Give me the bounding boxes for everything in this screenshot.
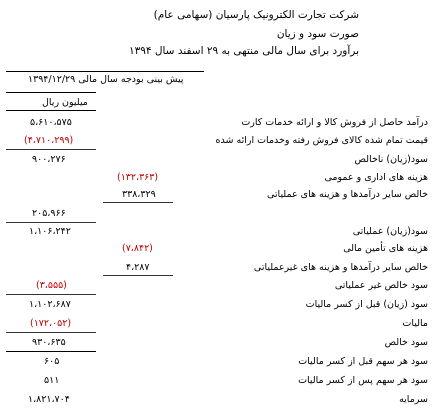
- value-gross-profit: ۹۰۰،۲۷۶: [32, 154, 66, 165]
- value-eps-pretax: ۶۰۵: [44, 356, 60, 367]
- value-operating-subtotal: ۲۰۵،۹۶۶: [32, 208, 66, 219]
- row-label-finance-cost: هزینه های تأمین مالی: [343, 243, 428, 254]
- row-label-other-nonoperating: خالص سایر درآمدها و هزینه های غیرعملیاتی: [253, 262, 428, 273]
- row-label-net-nonoperating: سود خالص غیر عملیاتی: [334, 280, 428, 291]
- subtotal-rule: [6, 294, 96, 295]
- subtotal-rule: [6, 149, 96, 150]
- value-other-nonoperating: ۴،۲۸۷: [126, 262, 150, 273]
- row-label-admin-expenses: هزینه های اداری و عمومی: [324, 172, 428, 183]
- value-finance-cost: (۷،۸۴۲): [122, 243, 153, 254]
- row-label-operating-profit: سود(زیان) عملیاتی: [352, 226, 428, 237]
- statement-period: برآورد برای سال مالی منتهی به ۲۹ اسفند سال ۱۳۹۴: [128, 45, 359, 57]
- value-eps-aftertax: ۵۱۱: [44, 375, 60, 386]
- row-label-other-operating: خالص سایر درآمدها و هزینه های عملیاتی: [266, 189, 428, 200]
- row-label-pretax-profit: سود (زیان) قبل از کسر مالیات: [305, 299, 428, 310]
- subtotal-rule: [6, 332, 96, 333]
- value-operating-profit: ۱،۱۰۶،۲۴۲: [29, 226, 71, 237]
- company-name: شرکت تجارت الکترونیک پارسیان (سهامی عام): [153, 9, 359, 21]
- row-label-eps-aftertax: سود هر سهم پس از کسر مالیات: [298, 375, 428, 386]
- row-label-tax: مالیات: [402, 318, 428, 329]
- row-label-gross-profit: سود(زیان) ناخالص: [354, 154, 428, 165]
- value-pretax-profit: ۱،۱۰۲،۶۸۷: [29, 299, 71, 310]
- column-top-rule: [6, 71, 204, 72]
- value-revenue: ۵،۶۱۰،۵۷۵: [30, 117, 72, 128]
- value-capital: ۱،۸۲۱،۷۰۴: [28, 394, 70, 405]
- subtotal-rule: [103, 202, 173, 203]
- value-tax: (۱۷۲،۰۵۲): [30, 318, 72, 329]
- value-other-operating: ۳۳۸،۳۲۹: [122, 189, 156, 200]
- value-cost-of-sales: (۴،۷۱۰،۲۹۹): [24, 135, 74, 146]
- statement-title: صورت سود و زیان: [276, 28, 359, 40]
- unit-label: میلیون ریال: [42, 97, 88, 108]
- heading-underline: [6, 92, 96, 93]
- unit-underline: [6, 110, 96, 111]
- total-rule: [6, 351, 96, 352]
- row-label-net-profit: سود خالص: [384, 337, 428, 348]
- value-net-profit: ۹۳۰،۶۳۵: [32, 337, 66, 348]
- column-heading: پیش بینی بودجه سال مالی ۱۳۹۴/۱۲/۲۹: [28, 74, 184, 85]
- row-label-eps-pretax: سود هر سهم قبل از کسر مالیات: [298, 356, 428, 367]
- subtotal-rule: [103, 275, 173, 276]
- value-admin-expenses: (۱۳۲،۳۶۳): [117, 172, 159, 183]
- row-label-revenue: درآمد حاصل از فروش کالا و ارائه خدمات کارت: [241, 117, 428, 128]
- row-label-cost-of-sales: قیمت تمام شده کالای فروش رفته وخدمات ارائه شده: [215, 135, 428, 146]
- subtotal-rule: [6, 222, 96, 223]
- value-net-nonoperating: (۳،۵۵۵): [36, 280, 67, 291]
- row-label-capital: سرمایه: [399, 394, 428, 405]
